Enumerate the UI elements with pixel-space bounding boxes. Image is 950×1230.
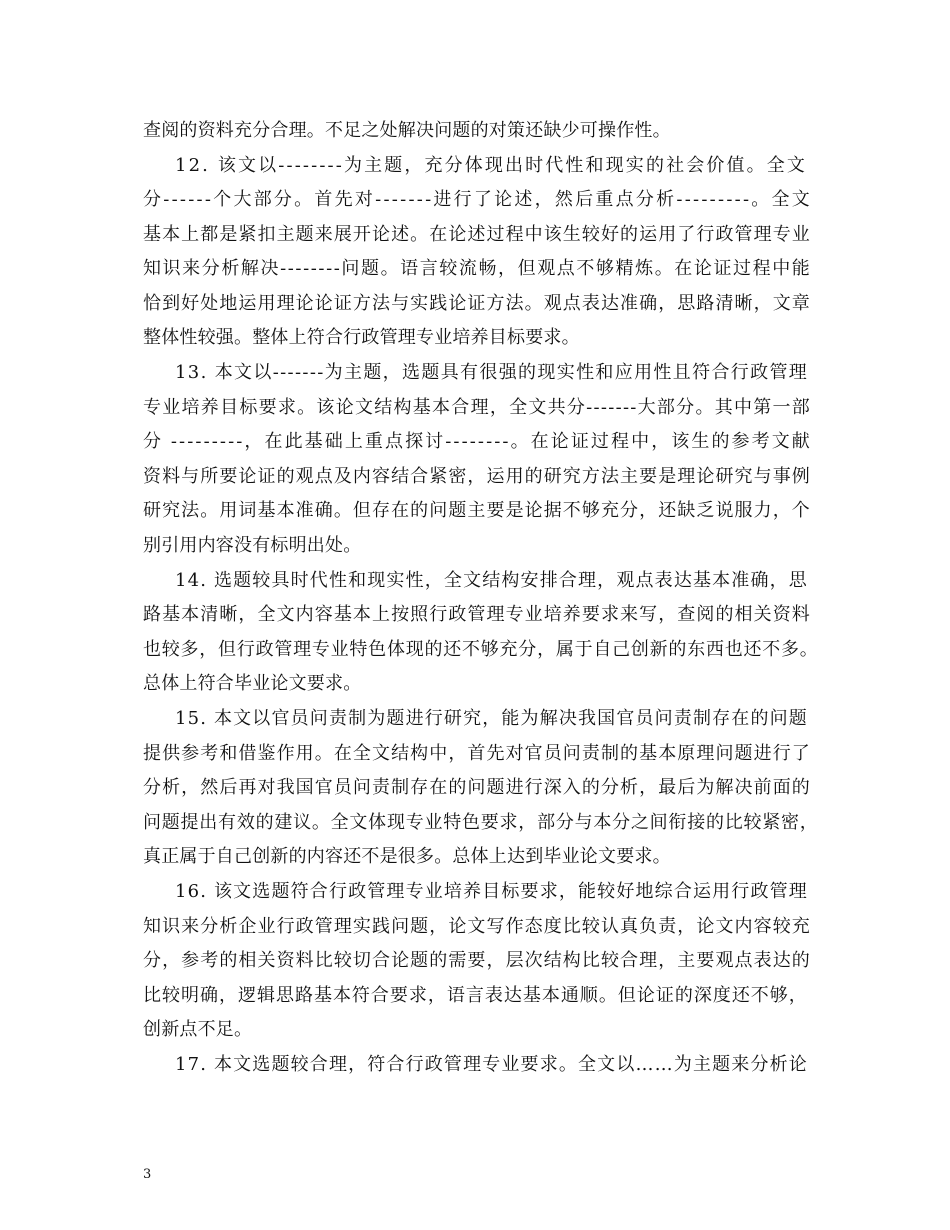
text-line: 比较明确，逻辑思路基本符合要求，语言表达基本通顺。但论证的深度还不够， [143, 985, 808, 1006]
text-line: 基本上都是紧扣主题来展开论述。在论述过程中该生较好的运用了行政管理专业 [143, 224, 811, 245]
text-line: 研究法。用词基本准确。但存在的问题主要是论据不够充分，还缺乏说服力，个 [143, 500, 811, 521]
text-line: 也较多，但行政管理专业特色体现的还不够充分，属于自己创新的东西也还不多。 [143, 639, 819, 660]
text-line: 17. 本文选题较合理，符合行政管理专业要求。全文以……为主题来分析论 [175, 1054, 808, 1075]
text-line: 资料与所要论证的观点及内容结合紧密，运用的研究方法主要是理论研究与事例 [143, 466, 811, 487]
text-line: 13. 本文以-------为主题，选题具有很强的现实性和应用性且符合行政管理 [175, 362, 809, 383]
text-line: 查阅的资料充分合理。不足之处解决问题的对策还缺少可操作性。 [143, 120, 671, 141]
text-line: 分，参考的相关资料比较切合论题的需要，层次结构比较合理，主要观点表达的 [143, 950, 811, 971]
text-line: 分 ---------，在此基础上重点探讨--------。在论证过程中，该生的参考文献 [143, 431, 812, 452]
text-line: 真正属于自己创新的内容还不是很多。总体上达到毕业论文要求。 [143, 846, 671, 867]
text-line: 整体性较强。整体上符合行政管理专业培养目标要求。 [143, 327, 580, 348]
text-line: 创新点不足。 [143, 1019, 253, 1040]
text-line: 别引用内容没有标明出处。 [143, 535, 362, 556]
text-line: 16. 该文选题符合行政管理专业培养目标要求，能较好地综合运用行政管理 [175, 881, 808, 902]
text-line: 14. 选题较具时代性和现实性，全文结构安排合理，观点表达基本准确，思 [175, 570, 808, 591]
text-line: 路基本清晰，全文内容基本上按照行政管理专业培养要求来写，查阅的相关资料 [143, 604, 811, 625]
text-line: 知识来分析解决--------问题。语言较流畅，但观点不够精炼。在论证过程中能 [143, 258, 812, 279]
text-line: 专业培养目标要求。该论文结构基本合理，全文共分-------大部分。其中第一部 [143, 397, 812, 418]
text-line: 提供参考和借鉴作用。在全文结构中，首先对官员问责制的基本原理问题进行了 [143, 743, 811, 764]
text-line: 分------个大部分。首先对-------进行了论述，然后重点分析---------。全文 [143, 189, 813, 210]
text-line: 15. 本文以官员问责制为题进行研究，能为解决我国官员问责制存在的问题 [175, 708, 808, 729]
text-line: 问题提出有效的建议。全文体现专业特色要求，部分与本分之间衔接的比较紧密， [143, 812, 819, 833]
text-line: 恰到好处地运用理论论证方法与实践论证方法。观点表达准确，思路清晰，文章 [143, 293, 811, 314]
page-number: 3 [143, 1167, 152, 1182]
text-line: 总体上符合毕业论文要求。 [143, 673, 362, 694]
text-line: 知识来分析企业行政管理实践问题，论文写作态度比较认真负责，论文内容较充 [143, 916, 811, 937]
text-line: 12. 该文以--------为主题，充分体现出时代性和现实的社会价值。全文 [175, 155, 807, 176]
text-line: 分析，然后再对我国官员问责制存在的问题进行深入的分析，最后为解决前面的 [143, 777, 811, 798]
